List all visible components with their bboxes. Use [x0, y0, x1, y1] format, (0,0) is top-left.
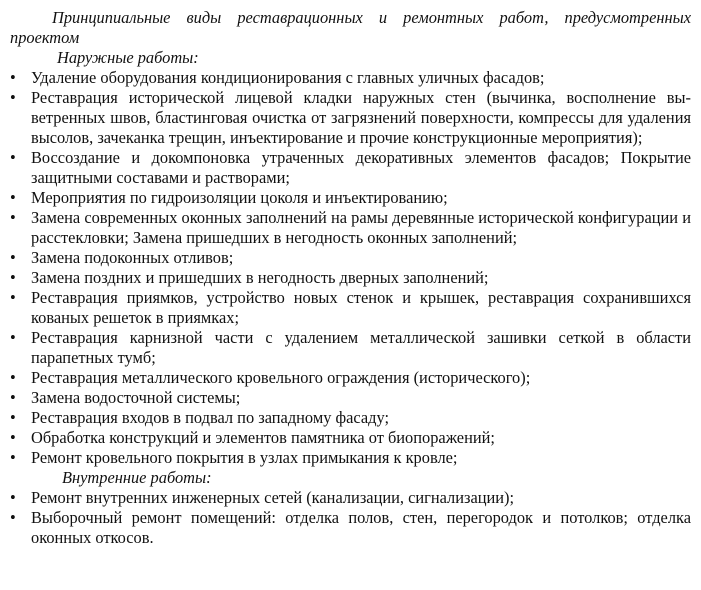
intro-heading: Принципиальные виды реставрационных и ремонтных работ, предусмотренных проектом: [10, 8, 691, 47]
list-item: [10, 408, 691, 428]
bullet-icon: •: [10, 288, 16, 307]
list-item: [10, 68, 691, 88]
list-item: [10, 488, 691, 508]
section-title-interior: Внутренние работы:: [62, 468, 212, 487]
section-title-exterior: Наружные работы:: [57, 48, 199, 67]
list-item-text: Замена современных оконных заполнений на рамы деревянные исторической конфигурации и расстекловки; Замена пришедших в негодность оконных заполнений;: [31, 208, 691, 247]
bullet-icon: •: [10, 428, 16, 447]
list-item-text: Реставрация входов в подвал по западному фасаду;: [31, 408, 389, 427]
list-item-text: Реставрация карнизной части с удалением металлической зашивки сеткой в области парапетных тумб;: [31, 328, 691, 367]
list-item: [10, 388, 691, 408]
bullet-icon: •: [10, 508, 16, 527]
bullet-icon: •: [10, 388, 16, 407]
list-item-text: Удаление оборудования кондиционирования с главных уличных фасадов;: [31, 68, 545, 87]
list-item: [10, 368, 691, 388]
bullet-icon: •: [10, 488, 16, 507]
list-item-text: Реставрация исторической лицевой кладки наружных стен (вычинка, восполнение выветренных швов, бластинговая очистка от загрязнений поверхности, компрессы для удаления высолов, зачеканка трещин, инъектирование и прочие конструкционные мероприятия);: [31, 88, 691, 147]
list-item: [10, 188, 691, 208]
bullet-icon: •: [10, 68, 16, 87]
list-item-text: Мероприятия по гидроизоляции цоколя и инъектированию;: [31, 188, 448, 207]
bullet-icon: •: [10, 368, 16, 387]
list-item-text: Воссоздание и докомпоновка утраченных декоративных элементов фасадов; Покрытие защитными составами и растворами;: [31, 148, 691, 187]
list-item-text: Ремонт кровельного покрытия в узлах примыкания к кровле;: [31, 448, 458, 467]
list-item: [10, 88, 691, 148]
list-item-text: Ремонт внутренних инженерных сетей (канализации, сигнализации);: [31, 488, 515, 507]
bullet-icon: •: [10, 408, 16, 427]
list-item: [10, 148, 691, 188]
bullet-icon: •: [10, 268, 16, 287]
bullet-icon: •: [10, 248, 16, 267]
bullet-icon: •: [10, 148, 16, 167]
list-item: [10, 328, 691, 368]
list-item-text: Реставрация металлического кровельного ограждения (исторического);: [31, 368, 531, 387]
list-item-text: Замена водосточной системы;: [31, 388, 241, 407]
list-item-text: Замена подоконных отливов;: [31, 248, 234, 267]
list-item-text: Обработка конструкций и элементов памятника от биопоражений;: [31, 428, 495, 447]
list-item: [10, 248, 691, 268]
exterior-works-list: [10, 68, 691, 468]
bullet-icon: •: [10, 188, 16, 207]
list-item: [10, 448, 691, 468]
list-item: [10, 508, 691, 548]
list-item-text: Реставрация приямков, устройство новых стенок и крышек, реставрация сохранившихся кованых решеток в приямках;: [31, 288, 691, 327]
list-item-text: Замена поздних и пришедших в негодность дверных заполнений;: [31, 268, 489, 287]
list-item: [10, 428, 691, 448]
bullet-icon: •: [10, 208, 16, 227]
bullet-icon: •: [10, 328, 16, 347]
list-item: [10, 208, 691, 248]
list-item: [10, 288, 691, 328]
interior-works-list: [10, 488, 691, 548]
list-item-text: Выборочный ремонт помещений: отделка полов, стен, перегородок и потолков; отделка оконных откосов.: [31, 508, 691, 547]
bullet-icon: •: [10, 448, 16, 467]
list-item: [10, 268, 691, 288]
bullet-icon: •: [10, 88, 16, 107]
